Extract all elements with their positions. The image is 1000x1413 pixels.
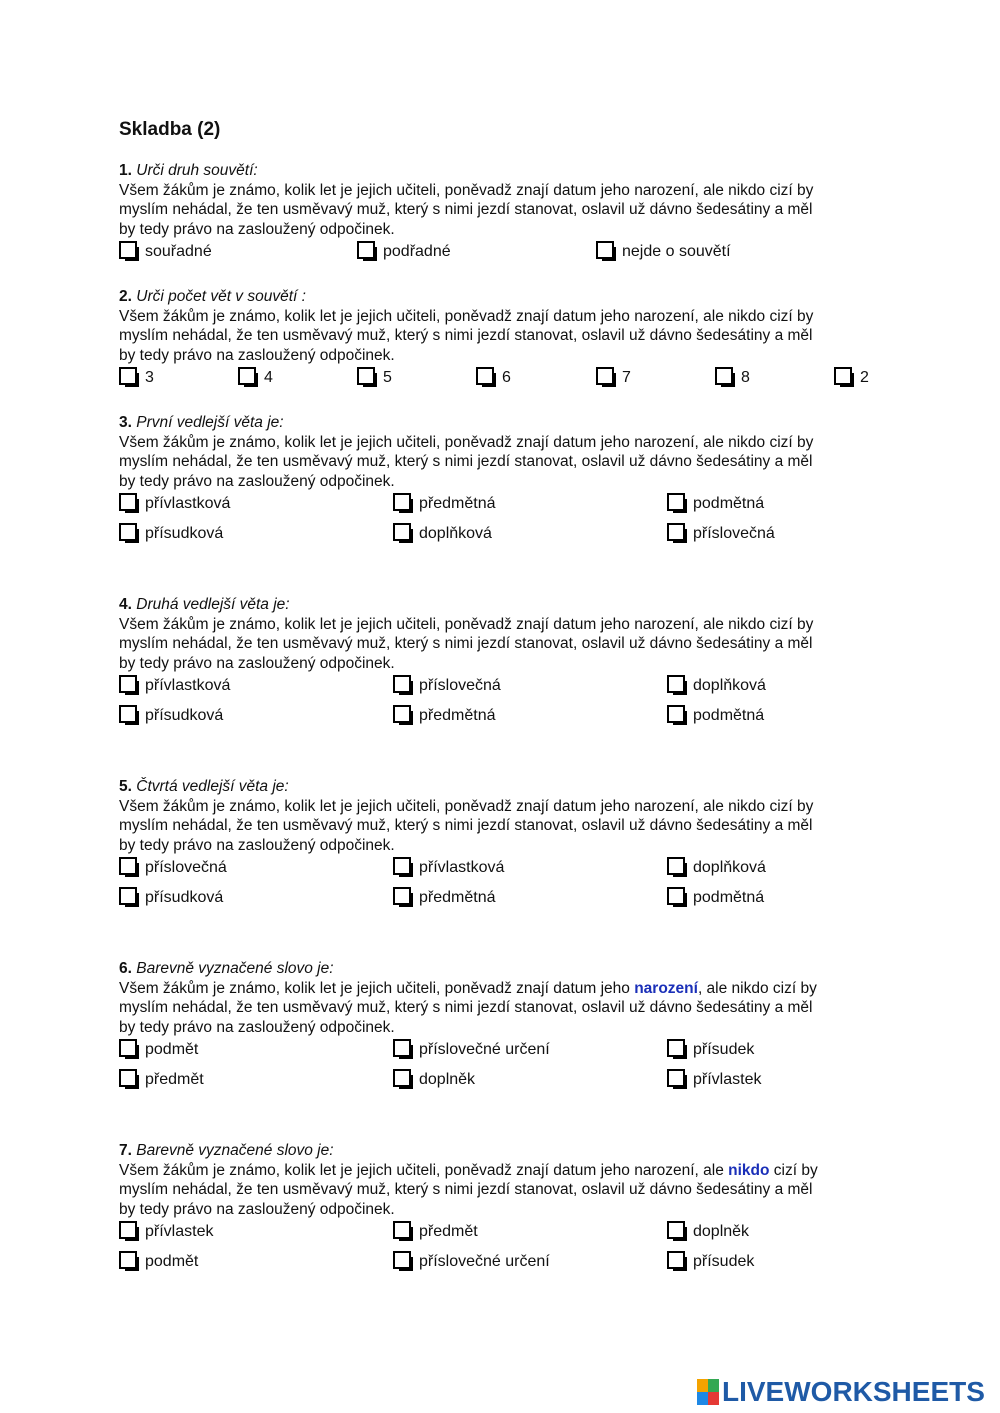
sentence-line: Všem žákům je známo, kolik let je jejich učiteli, poněvadž znají datum jeho narození, ale nikdo cizí by (119, 1161, 818, 1179)
question-prompt: První vedlejší věta je: (136, 414, 284, 431)
answer-option[interactable]: příslovečné určení (393, 1039, 550, 1059)
answer-option[interactable]: 3 (119, 367, 154, 387)
checkbox-icon[interactable] (667, 887, 685, 905)
answer-option[interactable]: podmětná (667, 887, 764, 907)
checkbox-icon[interactable] (667, 705, 685, 723)
checkbox-icon[interactable] (476, 367, 494, 385)
checkbox-icon[interactable] (119, 241, 137, 259)
sentence-line: myslím nehádal, že ten usměvavý muž, který s nimi jezdí stanovat, oslavil už dávno šedesátiny a měl (119, 327, 813, 344)
answer-option[interactable]: doplňková (667, 675, 766, 695)
checkbox-icon[interactable] (667, 1251, 685, 1269)
answer-option[interactable]: příslovečná (667, 523, 775, 543)
checkbox-icon[interactable] (393, 705, 411, 723)
sentence-line: Všem žákům je známo, kolik let je jejich učiteli, poněvadž znají datum jeho narození, ale nikdo cizí by (119, 433, 814, 451)
question-prompt: Urči druh souvětí: (136, 162, 258, 179)
answer-option[interactable]: přísudková (119, 523, 223, 543)
checkbox-icon[interactable] (393, 1251, 411, 1269)
answer-option[interactable]: přísudek (667, 1251, 754, 1271)
checkbox-icon[interactable] (357, 241, 375, 259)
question-number: 2. (119, 288, 132, 305)
answer-option[interactable]: 2 (834, 367, 869, 387)
checkbox-icon[interactable] (393, 887, 411, 905)
question-number: 3. (119, 414, 132, 431)
checkbox-icon[interactable] (119, 675, 137, 693)
highlighted-word: nikdo (728, 1161, 770, 1179)
checkbox-icon[interactable] (119, 857, 137, 875)
sentence-line: by tedy právo na zasloužený odpočinek. (119, 346, 395, 364)
checkbox-icon[interactable] (393, 857, 411, 875)
logo-text: LIVEWORKSHEETS (722, 1376, 985, 1407)
answer-option[interactable]: přívlastek (119, 1221, 213, 1241)
checkbox-icon[interactable] (119, 887, 137, 905)
answer-option[interactable]: podmět (119, 1039, 198, 1059)
answer-option[interactable]: 7 (596, 367, 631, 387)
answer-option[interactable]: předmětná (393, 493, 496, 513)
answer-option[interactable]: doplněk (393, 1069, 475, 1089)
answer-option[interactable]: předmětná (393, 887, 496, 907)
highlighted-word: narození (634, 979, 698, 997)
checkbox-icon[interactable] (393, 1039, 411, 1057)
sentence-line: Všem žákům je známo, kolik let je jejich učiteli, poněvadž znají datum jeho narození, ale nikdo cizí by (119, 181, 814, 199)
checkbox-icon[interactable] (119, 523, 137, 541)
question-number: 7. (119, 1142, 132, 1159)
checkbox-icon[interactable] (119, 1069, 137, 1087)
answer-option[interactable]: podmětná (667, 493, 764, 513)
sentence-line: Všem žákům je známo, kolik let je jejich učiteli, poněvadž znají datum jeho narození, ale nikdo cizí by (119, 307, 814, 325)
checkbox-icon[interactable] (667, 493, 685, 511)
liveworksheets-logo[interactable] (697, 1376, 985, 1408)
sentence-line: myslím nehádal, že ten usměvavý muž, který s nimi jezdí stanovat, oslavil už dávno šedesátiny a měl (119, 999, 813, 1016)
question-2 (119, 287, 889, 397)
answer-option[interactable]: doplňková (393, 523, 492, 543)
answer-option[interactable]: přívlastek (667, 1069, 761, 1089)
question-number: 1. (119, 162, 132, 179)
sentence-line: myslím nehádal, že ten usměvavý muž, který s nimi jezdí stanovat, oslavil už dávno šedesátiny a měl (119, 635, 813, 652)
sentence-line: myslím nehádal, že ten usměvavý muž, který s nimi jezdí stanovat, oslavil už dávno šedesátiny a měl (119, 201, 813, 218)
question-5 (119, 777, 889, 917)
checkbox-icon[interactable] (667, 675, 685, 693)
checkbox-icon[interactable] (119, 367, 137, 385)
answer-option[interactable]: souřadné (119, 241, 212, 261)
checkbox-icon[interactable] (667, 1039, 685, 1057)
sentence-line: Všem žákům je známo, kolik let je jejich učiteli, poněvadž znají datum jeho narození, ale nikdo cizí by (119, 979, 817, 997)
answer-option[interactable]: doplňková (667, 857, 766, 877)
checkbox-icon[interactable] (715, 367, 733, 385)
answer-option[interactable]: podmětná (667, 705, 764, 725)
question-4 (119, 595, 889, 735)
answer-option[interactable]: 8 (715, 367, 750, 387)
answer-option[interactable]: příslovečné určení (393, 1251, 550, 1271)
question-prompt: Čtvrtá vedlejší věta je: (136, 778, 289, 795)
checkbox-icon[interactable] (119, 1221, 137, 1239)
checkbox-icon[interactable] (667, 1069, 685, 1087)
sentence-line: myslím nehádal, že ten usměvavý muž, který s nimi jezdí stanovat, oslavil už dávno šedesátiny a měl (119, 453, 813, 470)
answer-option[interactable]: přísudek (667, 1039, 754, 1059)
sentence-line: by tedy právo na zasloužený odpočinek. (119, 1200, 395, 1218)
question-3 (119, 413, 889, 553)
checkbox-icon[interactable] (667, 523, 685, 541)
checkbox-icon[interactable] (357, 367, 375, 385)
sentence-line: myslím nehádal, že ten usměvavý muž, který s nimi jezdí stanovat, oslavil už dávno šedesátiny a měl (119, 817, 813, 834)
answer-option[interactable]: podřadné (357, 241, 451, 261)
sentence-line: myslím nehádal, že ten usměvavý muž, který s nimi jezdí stanovat, oslavil už dávno šedesátiny a měl (119, 1181, 813, 1198)
question-prompt: Barevně vyznačené slovo je: (136, 960, 334, 977)
answer-option[interactable]: 6 (476, 367, 511, 387)
checkbox-icon[interactable] (667, 857, 685, 875)
question-7 (119, 1141, 889, 1281)
question-6 (119, 959, 889, 1099)
question-number: 5. (119, 778, 132, 795)
checkbox-icon[interactable] (393, 1069, 411, 1087)
answer-option[interactable]: předmět (393, 1221, 478, 1241)
checkbox-icon[interactable] (119, 493, 137, 511)
sentence-line: by tedy právo na zasloužený odpočinek. (119, 836, 395, 854)
sentence-line: by tedy právo na zasloužený odpočinek. (119, 472, 395, 490)
checkbox-icon[interactable] (119, 1251, 137, 1269)
answer-option[interactable]: podmět (119, 1251, 198, 1271)
checkbox-icon[interactable] (393, 675, 411, 693)
question-prompt: Barevně vyznačené slovo je: (136, 1142, 334, 1159)
liveworksheets-logo-icon (697, 1379, 719, 1405)
answer-option[interactable]: doplněk (667, 1221, 749, 1241)
answer-option[interactable]: předmětná (393, 705, 496, 725)
answer-option[interactable]: přívlastková (119, 493, 230, 513)
checkbox-icon[interactable] (119, 1039, 137, 1057)
checkbox-icon[interactable] (119, 705, 137, 723)
answer-option[interactable]: přísudková (119, 705, 223, 725)
sentence-line: Všem žákům je známo, kolik let je jejich učiteli, poněvadž znají datum jeho narození, ale nikdo cizí by (119, 797, 814, 815)
question-number: 6. (119, 960, 132, 977)
question-number: 4. (119, 596, 132, 613)
worksheet-title: Skladba (2) (119, 119, 221, 140)
question-prompt: Urči počet vět v souvětí : (136, 288, 306, 305)
question-prompt: Druhá vedlejší věta je: (136, 596, 290, 613)
sentence-line: by tedy právo na zasloužený odpočinek. (119, 220, 395, 238)
checkbox-icon[interactable] (393, 523, 411, 541)
checkbox-icon[interactable] (667, 1221, 685, 1239)
sentence-line: by tedy právo na zasloužený odpočinek. (119, 654, 395, 672)
answer-option[interactable]: přísudková (119, 887, 223, 907)
checkbox-icon[interactable] (393, 1221, 411, 1239)
checkbox-icon[interactable] (596, 367, 614, 385)
checkbox-icon[interactable] (393, 493, 411, 511)
checkbox-icon[interactable] (596, 241, 614, 259)
answer-option[interactable]: 5 (357, 367, 392, 387)
sentence-line: by tedy právo na zasloužený odpočinek. (119, 1018, 395, 1036)
answer-option[interactable]: 4 (238, 367, 273, 387)
sentence-line: Všem žákům je známo, kolik let je jejich učiteli, poněvadž znají datum jeho narození, ale nikdo cizí by (119, 615, 814, 633)
answer-option[interactable]: přívlastková (119, 675, 230, 695)
answer-option[interactable]: nejde o souvětí (596, 241, 731, 261)
answer-option[interactable]: předmět (119, 1069, 204, 1089)
question-1 (119, 161, 889, 271)
answer-option[interactable]: přívlastková (393, 857, 504, 877)
checkbox-icon[interactable] (834, 367, 852, 385)
answer-option[interactable]: příslovečná (119, 857, 227, 877)
answer-option[interactable]: příslovečná (393, 675, 501, 695)
checkbox-icon[interactable] (238, 367, 256, 385)
